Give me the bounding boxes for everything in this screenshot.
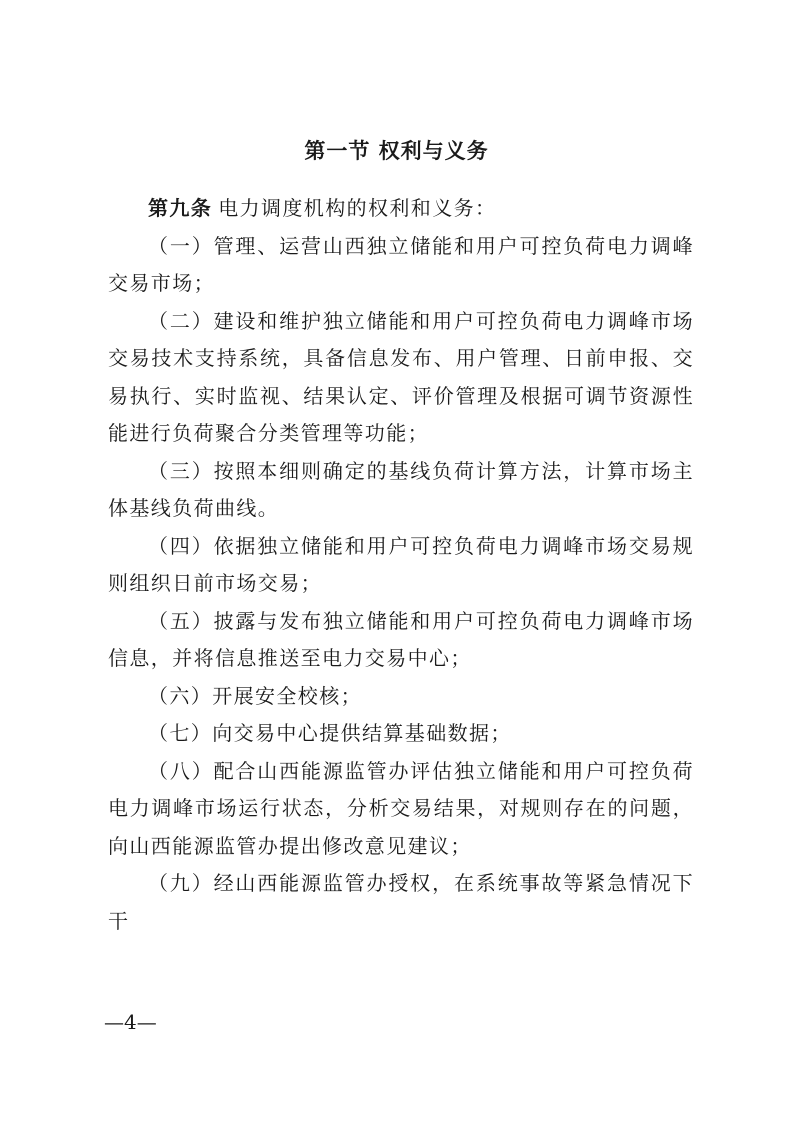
list-item: （四）依据独立储能和用户可控负荷电力调峰市场交易规则组织日前市场交易；: [108, 533, 694, 595]
list-item: （二）建设和维护独立储能和用户可控负荷电力调峰市场交易技术支持系统，具备信息发布、用户管理、日前申报、交易执行、实时监视、结果认定、评价管理及根据可调节资源性能进行负荷聚合分类管理等功能；: [108, 308, 694, 445]
page-number: —4—: [104, 1010, 157, 1034]
article-heading: 第九条: [148, 196, 213, 220]
list-item: （一）管理、运营山西独立储能和用户可控负荷电力调峰交易市场；: [108, 233, 694, 295]
list-item: （八）配合山西能源监管办评估独立储能和用户可控负荷电力调峰市场运行状态，分析交易结果，对规则存在的问题，向山西能源监管办提出修改意见建议；: [108, 758, 694, 858]
list-item: （三）按照本细则确定的基线负荷计算方法，计算市场主体基线负荷曲线。: [108, 458, 694, 520]
section-title: 第一节 权利与义务: [304, 139, 489, 163]
list-item: （九）经山西能源监管办授权，在系统事故等紧急情况下干: [108, 871, 694, 933]
article-intro: 电力调度机构的权利和义务：: [218, 196, 497, 220]
list-item: （五）披露与发布独立储能和用户可控负荷电力调峰市场信息，并将信息推送至电力交易中心；: [108, 608, 694, 670]
list-item: （六）开展安全校核；: [148, 683, 362, 708]
article-intro-paragraph: [108, 190, 694, 228]
article-body: [108, 190, 694, 940]
list-item: （七）向交易中心提供结算基础数据；: [148, 721, 512, 745]
